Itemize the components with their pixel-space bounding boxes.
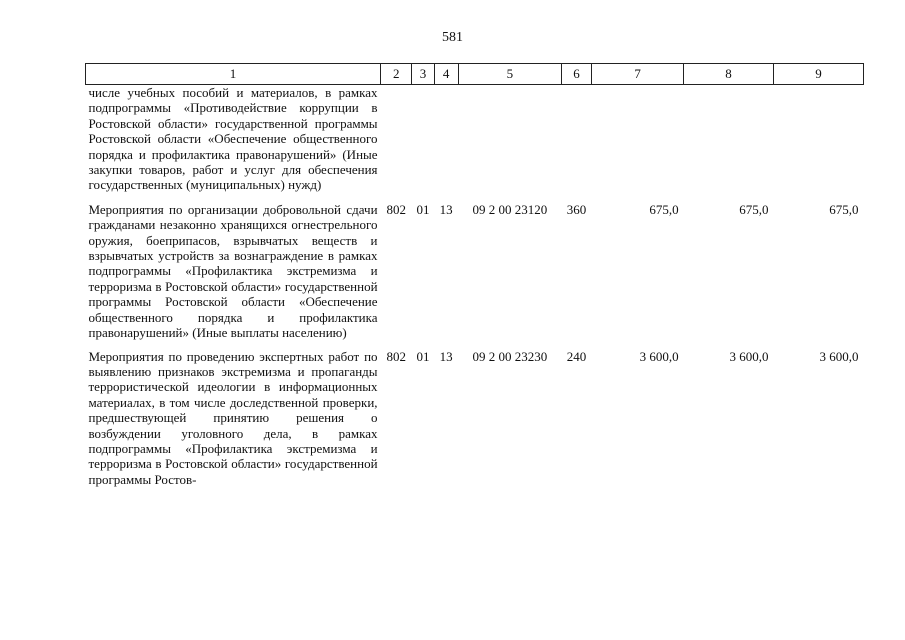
header-col-2: 2 <box>381 64 412 85</box>
row-ministry-code: 802 <box>386 348 406 364</box>
header-col-9: 9 <box>774 64 864 85</box>
page-number: 581 <box>442 30 463 45</box>
row-target-article: 09 2 00 23230 <box>472 348 548 364</box>
table-row-continuation <box>86 85 864 195</box>
row-amount-col-9: 675,0 <box>829 201 859 217</box>
row-section-code: 01 <box>416 348 430 364</box>
header-col-5: 5 <box>458 64 561 85</box>
row-section-code: 01 <box>416 201 430 217</box>
row-amount-col-8: 675,0 <box>739 201 769 217</box>
header-col-6: 6 <box>561 64 591 85</box>
row-amount-col-9: 3 600,0 <box>819 348 859 364</box>
table-row <box>86 341 864 488</box>
row-subsection-code: 13 <box>439 348 453 364</box>
continuation-description: числе учебных пособий и материалов, в рамках подпрограммы «Противодействие коррупции в Ростовской области» государственной программы Ростовской области «Обеспечение общественного порядка и профилактика правонарушений» (Иные закупки товаров, работ и услуг для обеспечения государственных (муниципальных) нужд) <box>88 85 378 193</box>
row-amount-col-8: 3 600,0 <box>729 348 769 364</box>
row-expense-type: 360 <box>566 201 587 217</box>
row-target-article: 09 2 00 23120 <box>472 201 548 217</box>
row-description: Мероприятия по организации добровольной сдачи гражданами незаконно хранящихся огнестрельного оружия, боеприпасов, взрывчатых веществ и взрывчатых устройств за вознаграждение в рамках подпрограммы «Профилактика экстремизма и терроризма в Ростовской области» государственной программы Ростовской области «Обеспечение общественного порядка и профилактика правонарушений» (Иные выплаты населению) <box>88 201 378 341</box>
row-ministry-code: 802 <box>386 201 406 217</box>
header-row <box>86 64 864 85</box>
row-description: Мероприятия по проведению экспертных работ по выявлению признаков экстремизма и пропаганды террористической идеологии в информационных материалах, в том числе доследственной проверки, предшествующей принятию решения о возбуждении уголовного дела, в рамках подпрограммы «Профилактика экстремизма и терроризма в Ростовской области» государственной программы Ростов- <box>88 348 378 487</box>
row-expense-type: 240 <box>566 348 587 364</box>
header-col-4: 4 <box>434 64 458 85</box>
header-col-1: 1 <box>86 64 381 85</box>
table-row <box>86 195 864 341</box>
header-col-7: 7 <box>592 64 684 85</box>
row-amount-col-7: 675,0 <box>649 201 679 217</box>
header-col-8: 8 <box>684 64 774 85</box>
budget-table <box>85 63 864 487</box>
header-col-3: 3 <box>412 64 434 85</box>
row-subsection-code: 13 <box>439 201 453 217</box>
row-amount-col-7: 3 600,0 <box>639 348 679 364</box>
table-header <box>86 64 864 85</box>
